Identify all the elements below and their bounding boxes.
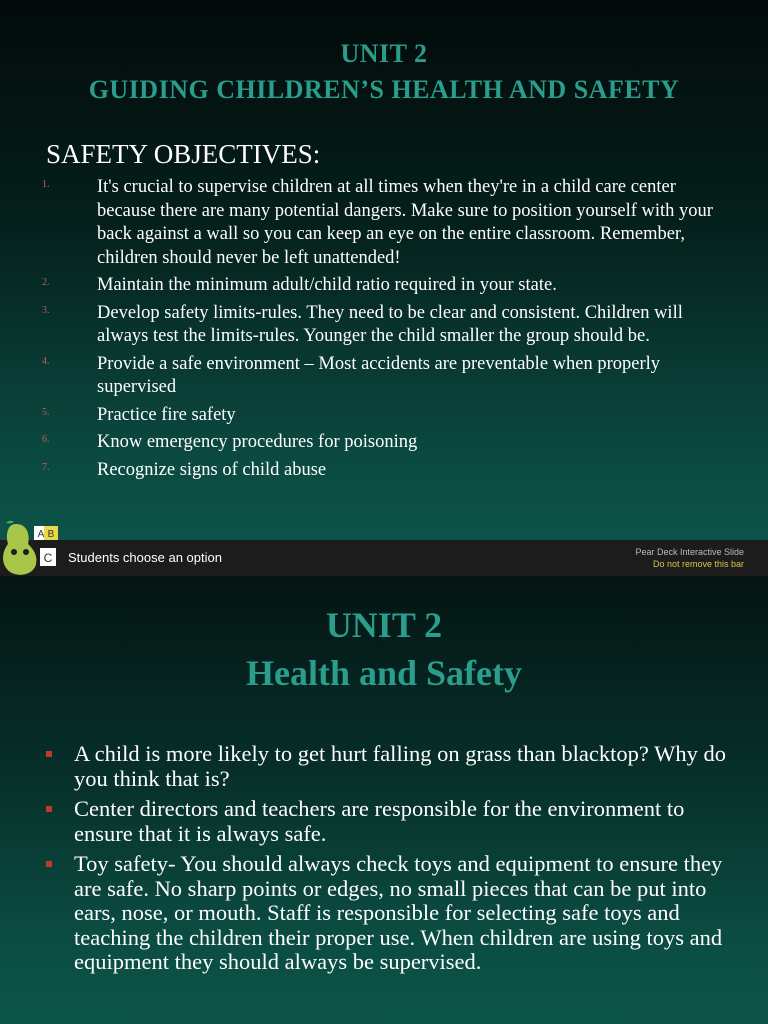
- list-item-text: A child is more likely to get hurt falling on grass than blacktop? Why do you think that is?: [74, 741, 726, 791]
- slide-2-title-line-2: Health and Safety: [245, 653, 522, 693]
- health-safety-bullet-list: [44, 742, 734, 981]
- list-item-text: It's crucial to supervise children at all times when they're in a child care center because there are many potential dangers. Make sure to position yourself with your back against a wall so you can keep an eye on the entire classroom. Remember, children should never be left unattended!: [97, 177, 713, 268]
- list-item: [42, 404, 732, 428]
- list-item: [42, 274, 732, 298]
- pear-deck-abc-icon[interactable]: [0, 518, 62, 576]
- list-item-text: Develop safety limits-rules. They need to be clear and consistent. Children will always test the limits-rules. Younger the child smaller the group should be.: [97, 302, 683, 346]
- slide-2-title-line-1: UNIT 2: [325, 605, 443, 645]
- list-item-text: Maintain the minimum adult/child ratio required in your state.: [97, 275, 557, 295]
- safety-objectives-list: [42, 176, 732, 486]
- list-number: 2.: [42, 277, 50, 288]
- list-item: [42, 302, 732, 349]
- slide-1-title-line-1: UNIT 2: [340, 39, 428, 68]
- list-number: 6.: [42, 434, 50, 445]
- list-number: 7.: [42, 461, 50, 473]
- list-item-text: Provide a safe environment – Most accidents are preventable when properly supervised: [97, 353, 661, 397]
- list-item-text: Recognize signs of child abuse: [97, 459, 327, 480]
- pear-deck-prompt: Students choose an option: [68, 550, 222, 565]
- list-item-text: Toy safety- You should always check toys and equipment to ensure they are safe. No sharp points or edges, no small pieces that can be put into ears, nose, or mouth. Staff is responsible for selecting safe toys and teaching the children their proper use. When children are using toys and equipment they should always be supervised.: [74, 851, 723, 974]
- list-item: [42, 176, 732, 270]
- slide-1-title: [0, 36, 768, 108]
- list-item: [42, 431, 732, 455]
- list-item-text: Practice fire safety: [97, 404, 236, 425]
- list-item: [44, 742, 734, 791]
- slide-1-title-line-2: GUIDING CHILDREN’S HEALTH AND SAFETY: [88, 75, 680, 104]
- list-number: 1.: [42, 179, 50, 190]
- list-item-text: Center directors and teachers are responsible for the environment to ensure that it is always safe.: [74, 796, 685, 846]
- slide-2-title: [0, 601, 768, 697]
- square-bullet-icon: [46, 751, 52, 757]
- list-item: [42, 459, 732, 483]
- pear-deck-brand-line-1: Pear Deck Interactive Slide: [635, 547, 744, 557]
- safety-objectives-heading: SAFETY OBJECTIVES:: [46, 139, 321, 169]
- square-bullet-icon: [46, 861, 52, 867]
- list-item: [44, 797, 734, 846]
- list-number: 4.: [42, 355, 50, 367]
- list-number: 3.: [42, 304, 50, 316]
- list-item: [44, 852, 734, 975]
- list-number: 5.: [42, 406, 50, 418]
- pear-deck-brand-line-2: Do not remove this bar: [652, 559, 744, 569]
- list-item: [42, 353, 732, 400]
- icon-letter-a: A: [37, 529, 45, 540]
- icon-letter-b: B: [47, 529, 55, 540]
- pear-deck-brand: [635, 546, 744, 570]
- square-bullet-icon: [46, 806, 52, 812]
- list-item-text: Know emergency procedures for poisoning: [97, 432, 418, 452]
- icon-letter-c: C: [43, 551, 53, 565]
